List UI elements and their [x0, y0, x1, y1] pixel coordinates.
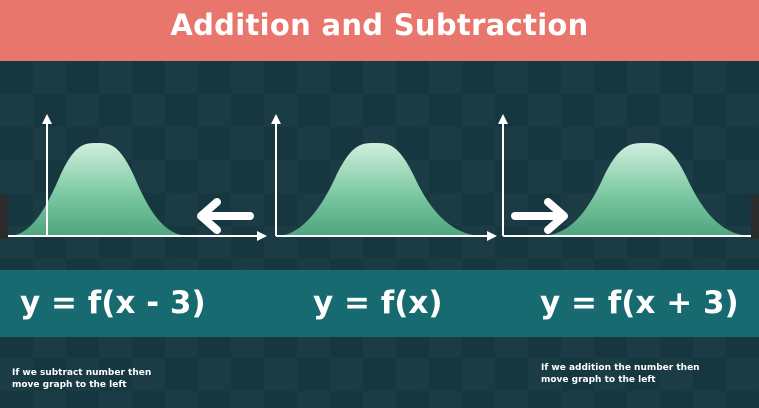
graphs-area [0, 61, 759, 271]
bell-curve-left [8, 143, 190, 236]
right-arrow-icon [515, 202, 564, 230]
left-arrow-icon [201, 202, 250, 230]
equation-right: y = f(x + 3) [540, 285, 739, 321]
prev-slide-tab[interactable] [0, 195, 8, 239]
page-title: Addition and Subtraction [170, 7, 589, 42]
bell-curve-middle [276, 143, 484, 236]
graph-left [8, 119, 262, 236]
note-left: If we subtract number then move graph to the left [12, 368, 152, 390]
equation-left: y = f(x - 3) [20, 285, 206, 321]
title-banner [0, 0, 759, 61]
note-right: If we addition the number then move graph to the left [541, 363, 700, 385]
graph-middle [276, 119, 492, 236]
bell-curve-right [540, 143, 752, 236]
next-slide-tab[interactable] [751, 195, 759, 239]
equation-band [0, 270, 759, 337]
equation-middle: y = f(x) [313, 285, 443, 321]
graph-right [503, 119, 756, 236]
